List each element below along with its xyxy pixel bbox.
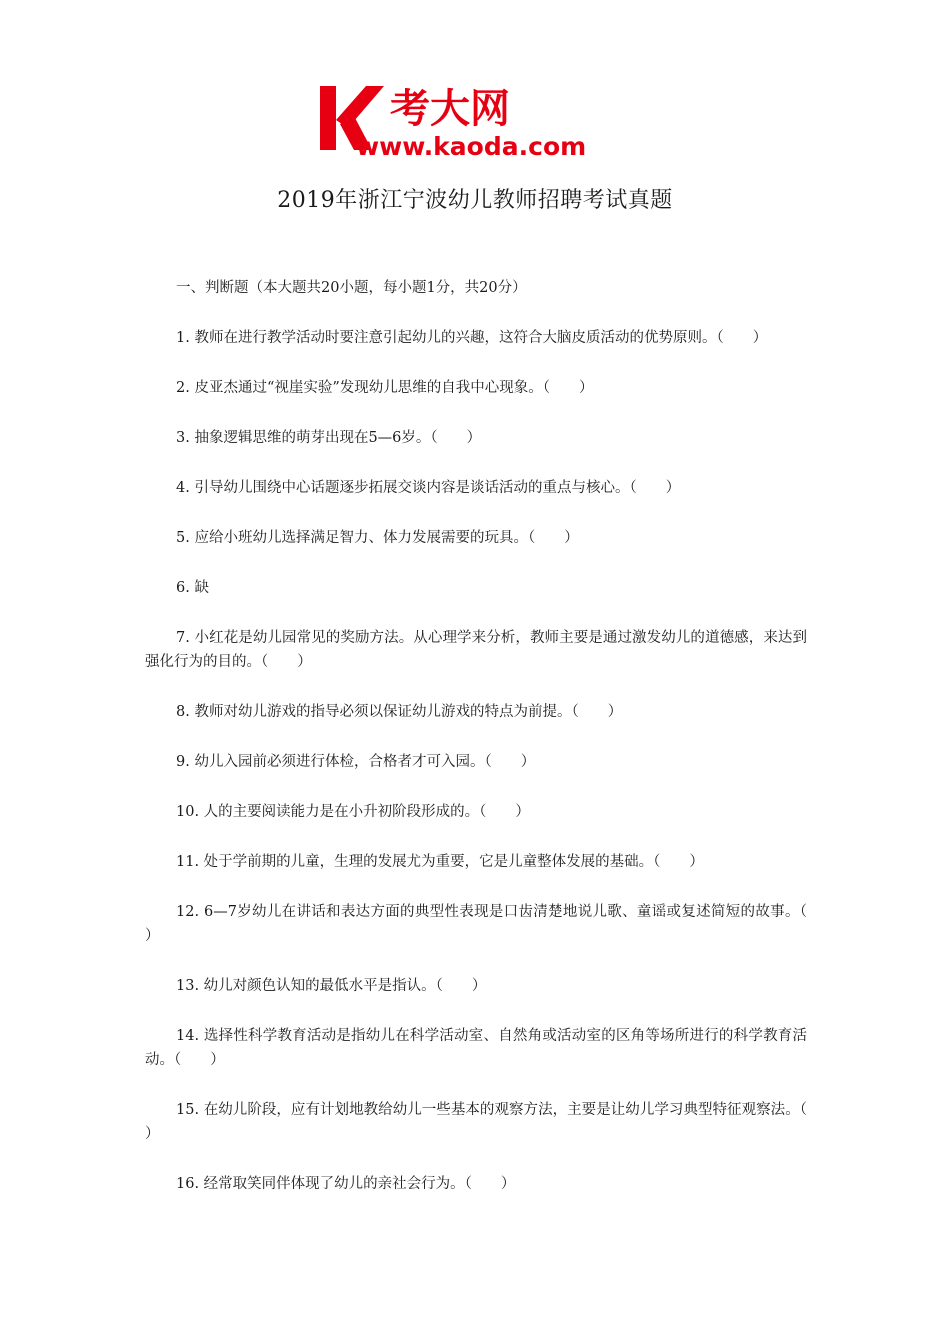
document-title: 2019年浙江宁波幼儿教师招聘考试真题 [277, 188, 673, 213]
question-4: 4. 引导幼儿围绕中心话题逐步拓展交谈内容是谈话活动的重点与核心。（ ） [176, 480, 681, 496]
question-3: 3. 抽象逻辑思维的萌芽出现在5—6岁。（ ） [176, 430, 482, 446]
question-5: 5. 应给小班幼儿选择满足智力、体力发展需要的玩具。（ ） [176, 530, 579, 546]
question-7: 7. 小红花是幼儿园常见的奖励方法。从心理学来分析，教师主要是通过激发幼儿的道德感，来达到强化行为的目的。（ ） [145, 630, 807, 670]
logo-url-text: www.kaoda.com [356, 132, 587, 161]
document-body [145, 276, 836, 1222]
question-12: 12. 6—7岁幼儿在讲话和表达方面的典型性表现是口齿清楚地说儿歌、童谣或复述简短的故事。（ ） [145, 904, 836, 944]
kaoda-logo-icon [318, 82, 638, 162]
question-13: 13. 幼儿对颜色认知的最低水平是指认。（ ） [176, 978, 487, 994]
kaoda-logo [318, 82, 638, 162]
question-16: 16. 经常取笑同伴体现了幼儿的亲社会行为。（ ） [176, 1176, 516, 1192]
question-1: 1. 教师在进行教学活动时要注意引起幼儿的兴趣，这符合大脑皮质活动的优势原则。（ ） [176, 330, 768, 346]
question-14: 14. 选择性科学教育活动是指幼儿在科学活动室、自然角或活动室的区角等场所进行的科学教育活动。（ ） [145, 1028, 807, 1068]
question-10: 10. 人的主要阅读能力是在小升初阶段形成的。（ ） [176, 804, 530, 820]
question-6: 6. 缺 [176, 580, 209, 596]
question-9: 9. 幼儿入园前必须进行体检，合格者才可入园。（ ） [176, 754, 536, 770]
section-heading: 一、判断题（本大题共20小题，每小题1分，共20分） [176, 280, 527, 296]
logo-brand-text: 考大网 [390, 86, 510, 132]
question-15: 15. 在幼儿阶段，应有计划地教给幼儿一些基本的观察方法，主要是让幼儿学习典型特征观察法。（ ） [145, 1102, 836, 1142]
question-2: 2. 皮亚杰通过“视崖实验”发现幼儿思维的自我中心现象。（ ） [176, 380, 594, 396]
question-8: 8. 教师对幼儿游戏的指导必须以保证幼儿游戏的特点为前提。（ ） [176, 704, 623, 720]
question-11: 11. 处于学前期的儿童，生理的发展尤为重要，它是儿童整体发展的基础。（ ） [176, 854, 704, 870]
